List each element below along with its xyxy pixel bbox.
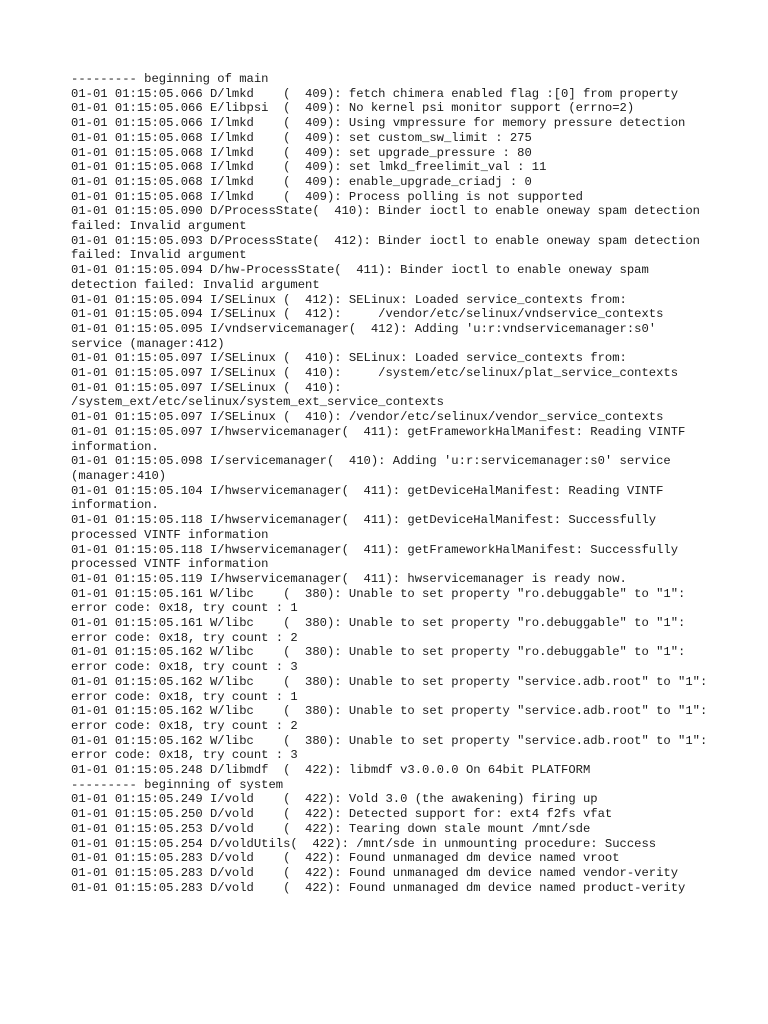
log-line: 01-01 01:15:05.118 I/hwservicemanager( 411): getDeviceHalManifest: Successfully processed VINTF information <box>71 513 664 542</box>
log-line: --------- beginning of system <box>71 777 284 792</box>
log-text-block <box>71 72 715 895</box>
log-line: 01-01 01:15:05.162 W/libc ( 380): Unable to set property "service.adb.root" to "1": error code: 0x18, try count : 3 <box>71 733 715 763</box>
log-line: 01-01 01:15:05.095 I/vndservicemanager( 412): Adding 'u:r:vndservicemanager:s0' service (manager:412) <box>71 321 664 351</box>
log-line: 01-01 01:15:05.283 D/vold ( 422): Found unmanaged dm device named vendor-verity <box>71 865 679 880</box>
log-line: 01-01 01:15:05.253 D/vold ( 422): Tearing down stale mount /mnt/sde <box>71 821 591 836</box>
log-line: 01-01 01:15:05.094 I/SELinux ( 412): /vendor/etc/selinux/vndservice_contexts <box>71 307 664 322</box>
log-line: 01-01 01:15:05.094 D/hw-ProcessState( 411): Binder ioctl to enable oneway spam detection failed: Invalid argument <box>71 263 657 292</box>
log-line: 01-01 01:15:05.250 D/vold ( 422): Detected support for: ext4 f2fs vfat <box>71 807 613 822</box>
log-line: 01-01 01:15:05.162 W/libc ( 380): Unable to set property "service.adb.root" to "1": error code: 0x18, try count : 1 <box>71 674 715 704</box>
log-line: 01-01 01:15:05.066 I/lmkd ( 409): Using vmpressure for memory pressure detection <box>71 116 686 131</box>
log-line: 01-01 01:15:05.097 I/SELinux ( 410): /system_ext/etc/selinux/system_ext_service_contexts <box>71 380 444 410</box>
log-line: 01-01 01:15:05.068 I/lmkd ( 409): set lmkd_freelimit_val : 11 <box>71 160 547 175</box>
log-line: 01-01 01:15:05.118 I/hwservicemanager( 411): getFrameworkHalManifest: Successfully processed VINTF information <box>71 542 686 572</box>
log-line: 01-01 01:15:05.090 D/ProcessState( 410): Binder ioctl to enable oneway spam detection failed: Invalid argument <box>71 204 708 234</box>
log-line: 01-01 01:15:05.068 I/lmkd ( 409): Process polling is not supported <box>71 189 583 204</box>
log-line: 01-01 01:15:05.093 D/ProcessState( 412): Binder ioctl to enable oneway spam detection failed: Invalid argument <box>71 233 708 263</box>
log-line: 01-01 01:15:05.098 I/servicemanager( 410): Adding 'u:r:servicemanager:s0' service (manager:410) <box>71 454 679 483</box>
log-line: 01-01 01:15:05.097 I/hwservicemanager( 411): getFrameworkHalManifest: Reading VINTF information. <box>71 424 693 454</box>
log-line: 01-01 01:15:05.068 I/lmkd ( 409): set custom_sw_limit : 275 <box>71 130 532 145</box>
log-line: 01-01 01:15:05.068 I/lmkd ( 409): set upgrade_pressure : 80 <box>71 145 532 160</box>
log-line: 01-01 01:15:05.248 D/libmdf ( 422): libmdf v3.0.0.0 On 64bit PLATFORM <box>71 763 591 778</box>
log-line: 01-01 01:15:05.161 W/libc ( 380): Unable to set property "ro.debuggable" to "1": error code: 0x18, try count : 2 <box>71 616 693 645</box>
log-line: 01-01 01:15:05.283 D/vold ( 422): Found unmanaged dm device named product-verity <box>71 880 686 895</box>
log-line: 01-01 01:15:05.066 E/libpsi ( 409): No kernel psi monitor support (errno=2) <box>71 101 635 116</box>
log-line: 01-01 01:15:05.162 W/libc ( 380): Unable to set property "service.adb.root" to "1": error code: 0x18, try count : 2 <box>71 704 715 733</box>
log-line: 01-01 01:15:05.162 W/libc ( 380): Unable to set property "ro.debuggable" to "1": error code: 0x18, try count : 3 <box>71 645 693 675</box>
log-line: 01-01 01:15:05.094 I/SELinux ( 412): SELinux: Loaded service_contexts from: <box>71 292 627 307</box>
log-line: 01-01 01:15:05.068 I/lmkd ( 409): enable_upgrade_criadj : 0 <box>71 174 532 189</box>
log-line: 01-01 01:15:05.119 I/hwservicemanager( 411): hwservicemanager is ready now. <box>71 571 627 586</box>
log-line: 01-01 01:15:05.254 D/voldUtils( 422): /mnt/sde in unmounting procedure: Success <box>71 836 657 851</box>
log-line: 01-01 01:15:05.283 D/vold ( 422): Found unmanaged dm device named vroot <box>71 851 620 866</box>
log-line: 01-01 01:15:05.097 I/SELinux ( 410): /system/etc/selinux/plat_service_contexts <box>71 366 679 381</box>
log-line: 01-01 01:15:05.249 I/vold ( 422): Vold 3.0 (the awakening) firing up <box>71 792 598 807</box>
log-line: 01-01 01:15:05.097 I/SELinux ( 410): /vendor/etc/selinux/vendor_service_contexts <box>71 410 664 425</box>
log-line: --------- beginning of main <box>71 72 269 86</box>
log-line: 01-01 01:15:05.097 I/SELinux ( 410): SELinux: Loaded service_contexts from: <box>71 351 627 366</box>
log-line: 01-01 01:15:05.161 W/libc ( 380): Unable to set property "ro.debuggable" to "1": error code: 0x18, try count : 1 <box>71 586 693 616</box>
log-line: 01-01 01:15:05.104 I/hwservicemanager( 411): getDeviceHalManifest: Reading VINTF information. <box>71 483 671 513</box>
log-line: 01-01 01:15:05.066 D/lmkd ( 409): fetch chimera enabled flag :[0] from property <box>71 86 679 101</box>
